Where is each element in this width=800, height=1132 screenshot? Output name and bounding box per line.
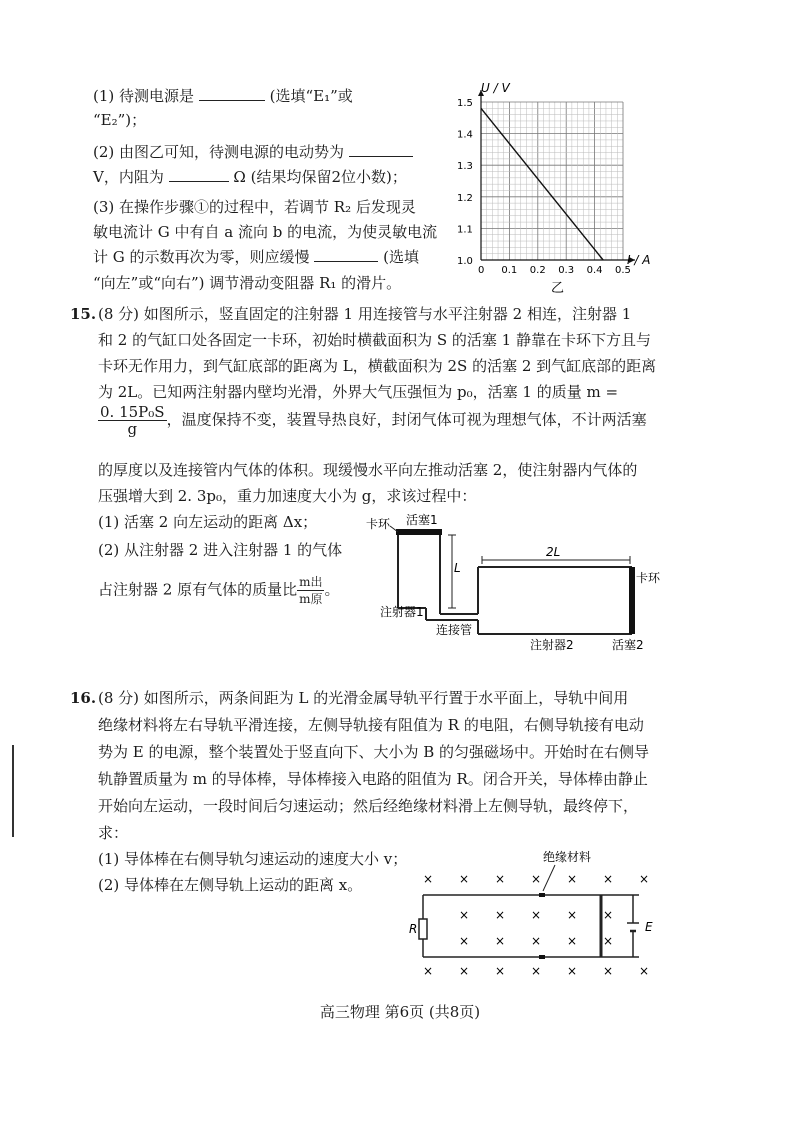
q15-sub2: (2) 从注射器 2 进入注射器 1 的气体 xyxy=(98,541,343,559)
syringe-diagram xyxy=(360,512,680,657)
q15-line: 压强增大到 2. 3p₀，重力加速度大小为 g，求该过程中： xyxy=(98,487,477,505)
field-cross: × xyxy=(603,934,614,948)
field-cross: × xyxy=(459,964,470,978)
field-cross: × xyxy=(459,934,470,948)
q16-sub2: (2) 导体棒在左侧导轨上运动的距离 x。 xyxy=(98,876,363,894)
q15-line: 的厚度以及连接管内气体的体积。现缓慢水平向左推动活塞 2，使注射器内气体的 xyxy=(98,461,638,479)
piston2 xyxy=(629,567,635,634)
label-2L: 2L xyxy=(546,545,561,559)
q16-line: 绝缘材料将左右导轨平滑连接，左侧导轨接有阻值为 R 的电阻，右侧导轨接有电动 xyxy=(98,716,644,734)
q15-line: 和 2 的气缸口处各固定一卡环，初始时横截面积为 S 的活塞 1 静靠在卡环下方且与 xyxy=(98,331,651,349)
field-cross: × xyxy=(423,964,434,978)
x-tick-label: 0.2 xyxy=(529,265,546,276)
insulator-bottom xyxy=(539,955,545,959)
piston1 xyxy=(396,529,442,535)
field-cross: × xyxy=(603,908,614,922)
q15-line: (8 分) 如图所示，竖直固定的注射器 1 用连接管与水平注射器 2 相连，注射器 1 xyxy=(98,305,632,323)
q15-sub1: (1) 活塞 2 向左运动的距离 Δx； xyxy=(98,513,318,531)
field-cross: × xyxy=(495,964,506,978)
q16-sub1: (1) 导体棒在右侧导轨匀速运动的速度大小 v； xyxy=(98,850,408,868)
field-cross: × xyxy=(495,934,506,948)
label-connecting-tube: 连接管 xyxy=(436,623,473,637)
q16-line: 求： xyxy=(98,824,129,842)
y-tick-label: 1.5 xyxy=(457,98,473,109)
label-piston2: 活塞2 xyxy=(612,638,644,652)
q14-part3-line2: 敏电流计 G 中有自 a 流向 b 的电流，为使灵敏电流 xyxy=(93,223,438,241)
q15-line: 为 2L。已知两注射器内壁均光滑，外界大气压强恒为 p₀，活塞 1 的质量 m = xyxy=(98,383,619,401)
field-cross: × xyxy=(495,872,506,886)
field-cross: × xyxy=(567,964,578,978)
y-tick-label: 1.0 xyxy=(457,256,473,267)
q14-part3-line4: “向左”或“向右”) 调节滑动变阻器 R₁ 的滑片。 xyxy=(93,274,402,292)
rail-diagram xyxy=(405,845,665,980)
field-cross: × xyxy=(603,964,614,978)
label-kahuan-right: 卡环 xyxy=(636,571,661,585)
x-tick-label: 0.1 xyxy=(501,265,518,276)
q14-part1-line1: (1) 待测电源是 (选填“E₁”或 xyxy=(93,87,353,105)
field-cross: × xyxy=(531,934,542,948)
field-cross: × xyxy=(567,908,578,922)
field-cross: × xyxy=(567,934,578,948)
field-cross: × xyxy=(567,872,578,886)
field-cross: × xyxy=(531,964,542,978)
label-syringe2: 注射器2 xyxy=(530,638,574,652)
y-tick-label: 1.1 xyxy=(457,224,473,236)
answer-blank[interactable] xyxy=(199,86,265,101)
field-cross: × xyxy=(639,964,650,978)
y-tick-label: 1.2 xyxy=(457,192,473,204)
field-cross: × xyxy=(423,872,434,886)
page-footer: 高三物理 第6页 (共8页) xyxy=(319,1003,481,1021)
q14-part1-line2: “E₂”)； xyxy=(93,111,147,129)
x-tick-label: 0 xyxy=(478,265,485,276)
q14-part3-line3: 计 G 的示数再次为零，则应缓慢 (选填 xyxy=(93,248,419,266)
question-number: 15. xyxy=(70,305,97,323)
mass-fraction: $\frac{\text{0. 15P₀S}}{g}$ xyxy=(100,403,165,438)
field-cross: × xyxy=(495,908,506,922)
field-cross: × xyxy=(603,872,614,886)
y-tick-label: 1.3 xyxy=(457,161,473,173)
q15-mass-formula: $\frac{\text{0. 15P₀S}}{g}$ ，温度保持不变，装置导热良好，封闭气体可视为理想气体，不计两活塞 xyxy=(100,403,647,438)
field-cross: × xyxy=(639,872,650,886)
label-R: R xyxy=(409,922,418,936)
x-tick-label: 0.5 xyxy=(615,265,631,276)
chart-caption: 乙 xyxy=(551,281,565,296)
resistor-R xyxy=(419,919,427,939)
field-cross: × xyxy=(459,872,470,886)
q14-part2-line1: (2) 由图乙可知，待测电源的电动势为 xyxy=(93,142,413,162)
answer-blank[interactable] xyxy=(169,167,229,182)
question-number: 16. xyxy=(70,689,97,707)
q15-line: 卡环无作用力，到气缸底部的距离为 L，横截面积为 2S 的活塞 2 到气缸底部的距离 xyxy=(98,357,657,375)
label-L: L xyxy=(454,561,461,575)
mass-ratio-fraction: $\frac{\text{m出}}{\text{m原}}$ xyxy=(299,575,323,606)
x-axis-label: I / A xyxy=(627,253,651,267)
magnetic-field-crosses xyxy=(423,872,649,978)
chart-grid xyxy=(481,102,623,260)
insulator-top xyxy=(539,893,545,897)
q16-line: (8 分) 如图所示，两条间距为 L 的光滑金属导轨平行置于水平面上，导轨中间用 xyxy=(98,689,629,707)
q15-sub2-cont: 占注射器 2 原有气体的质量比 $\frac{\text{m出}}{\text{m原}}$ 。 xyxy=(98,575,340,606)
u-i-chart xyxy=(455,78,675,298)
y-axis-label: U / V xyxy=(481,81,510,95)
label-kahuan-left: 卡环 xyxy=(366,517,391,531)
label-E: E xyxy=(645,920,653,934)
x-tick-label: 0.4 xyxy=(586,265,603,276)
field-cross: × xyxy=(531,872,542,886)
margin-mark xyxy=(12,745,14,837)
field-cross: × xyxy=(531,908,542,922)
q16-line: 势为 E 的电源，整个装置处于竖直向下、大小为 B 的匀强磁场中。开始时在右侧导 xyxy=(98,743,650,761)
label-syringe1: 注射器1 xyxy=(380,605,424,619)
q16-line: 开始向左运动，一段时间后匀速运动；然后经绝缘材料滑上左侧导轨，最终停下， xyxy=(98,797,639,815)
field-cross: × xyxy=(459,908,470,922)
q14-part2-line2: V，内阻为 Ω (结果均保留2位小数)； xyxy=(93,168,407,186)
label-piston1: 活塞1 xyxy=(406,513,438,527)
y-tick-label: 1.4 xyxy=(457,129,473,141)
q16-line: 轨静置质量为 m 的导体棒，导体棒接入电路的阻值为 R。闭合开关，导体棒由静止 xyxy=(98,770,648,788)
q14-part3-line1: (3) 在操作步骤①的过程中，若调节 R₂ 后发现灵 xyxy=(93,198,416,216)
answer-blank[interactable] xyxy=(349,142,413,157)
x-tick-label: 0.3 xyxy=(558,265,575,276)
answer-blank[interactable] xyxy=(314,247,378,262)
label-insulating-material: 绝缘材料 xyxy=(543,850,592,864)
